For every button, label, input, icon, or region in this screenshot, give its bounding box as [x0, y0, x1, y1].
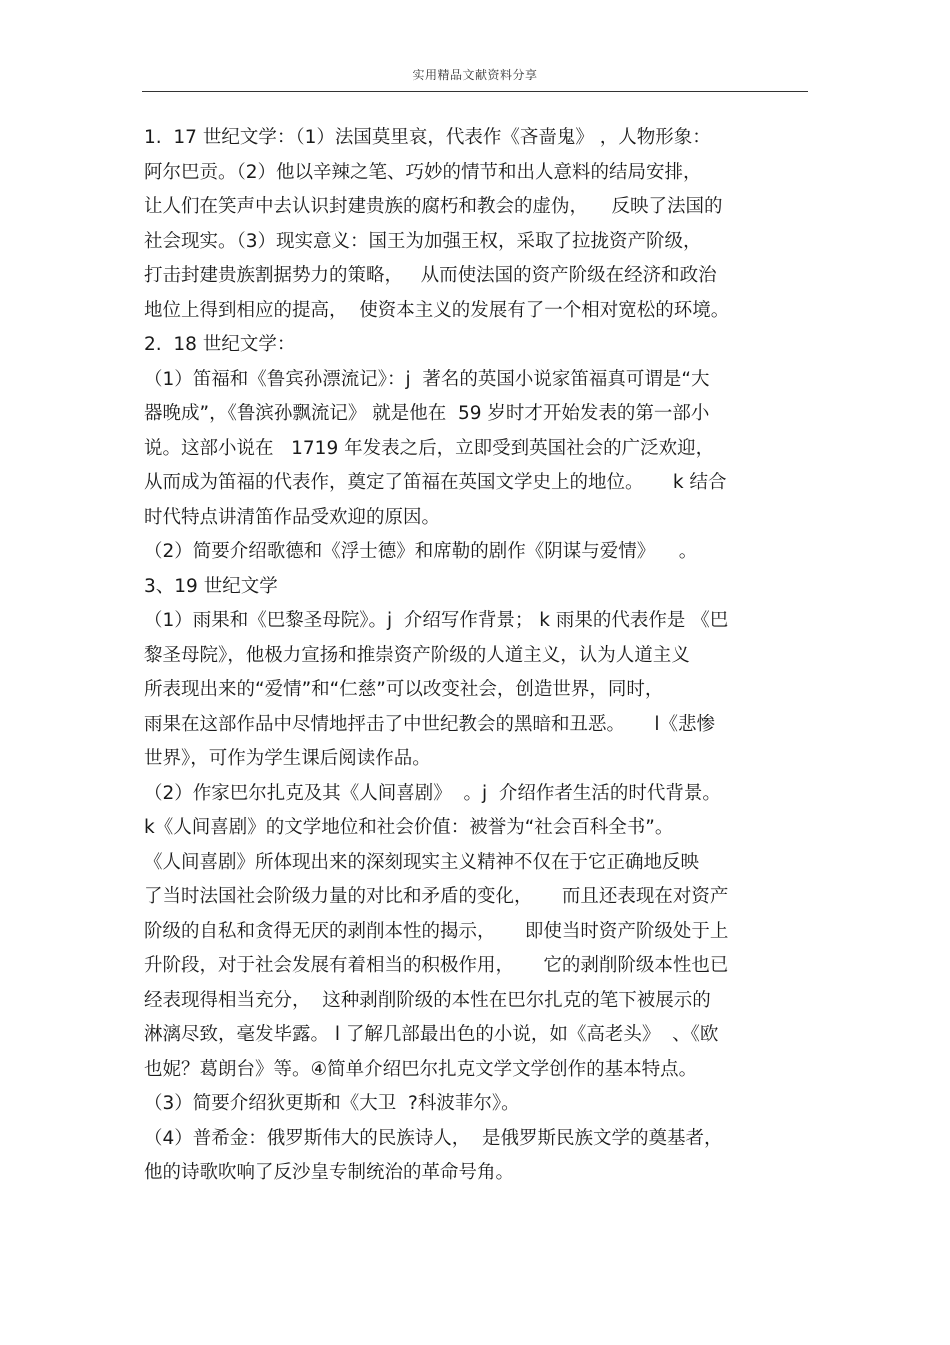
text-line-16: 黎圣母院》，他极力宣扬和推崇资产阶级的人道主义，认为人道主义	[144, 644, 690, 666]
text-line-21: k《人间喜剧》的文学地位和社会价值：被誉为“社会百科全书”。	[144, 817, 674, 838]
text-line-15: （1）雨果和《巴黎圣母院》。j 介绍写作背景； k 雨果的代表作是 《巴	[144, 610, 729, 631]
text-line-11: 从而成为笛福的代表作，奠定了笛福在英国文学史上的地位。 k 结合	[144, 472, 727, 493]
text-line-31: 他的诗歌吹响了反沙皇专制统治的革命号角。	[144, 1162, 515, 1183]
text-line-18: 雨果在这部作品中尽情地抨击了中世纪教会的黑暗和丑恶。 l《悲惨	[144, 713, 716, 735]
text-line-14: 3、19 世纪文学	[144, 575, 278, 597]
text-line-7: 2. 18 世纪文学：	[144, 334, 296, 355]
text-line-19: 世界》，可作为学生课后阅读作品。	[144, 748, 431, 769]
text-line-3: 让人们在笑声中去认识封建贵族的腐朽和教会的虚伪， 反映了法国的	[144, 196, 723, 217]
text-line-24: 阶级的自私和贪得无厌的剥削本性的揭示， 即使当时资产阶级处于上	[144, 920, 729, 942]
text-line-17: 所表现出来的“爱情”和“仁慈”可以改变社会，创造世界，同时，	[144, 679, 664, 700]
text-line-9: 器晚成”，《鲁滨孙飘流记》 就是他在 59 岁时才开始发表的第一部小	[144, 403, 710, 424]
text-line-20: （2）作家巴尔扎克及其《人间喜剧》 。j 介绍作者生活的时代背景。	[144, 782, 721, 804]
text-line-4: 社会现实。（3）现实意义：国王为加强王权，采取了拉拢资产阶级，	[144, 230, 702, 252]
text-line-13: （2）简要介绍歌德和《浮士德》和席勒的剧作《阴谋与爱情》 。	[144, 541, 698, 562]
text-line-8: （1）笛福和《鲁宾孙漂流记》：j 著名的英国小说家笛福真可谓是“大	[144, 368, 710, 390]
text-line-23: 了当时法国社会阶级力量的对比和矛盾的变化， 而且还表现在对资产	[144, 886, 729, 907]
text-line-28: 也妮？葛朗台》等。④简单介绍巴尔扎克文学文学创作的基本特点。	[144, 1058, 698, 1080]
text-line-30: （4）普希金：俄罗斯伟大的民族诗人， 是俄罗斯民族文学的奠基者，	[144, 1127, 723, 1149]
text-line-12: 时代特点讲清笛作品受欢迎的原因。	[144, 506, 441, 528]
text-line-6: 地位上得到相应的提高， 使资本主义的发展有了一个相对宽松的环境。	[144, 299, 730, 321]
text-line-1: 1. 17 世纪文学：（1）法国莫里哀，代表作《吝啬鬼》 ，人物形象：	[144, 127, 711, 148]
page-header	[142, 64, 808, 92]
text-line-27: 淋漓尽致，毫发毕露。 l 了解几部最出色的小说，如《高老头》 、《欧	[144, 1024, 719, 1045]
text-line-26: 经表现得相当充分， 这种剥削阶级的本性在巴尔扎克的笔下被展示的	[144, 989, 711, 1011]
text-line-2: 阿尔巴贡。（2）他以辛辣之笔、巧妙的情节和出人意料的结局安排，	[144, 161, 702, 183]
text-line-5: 打击封建贵族割据势力的策略， 从而使法国的资产阶级在经济和政治	[144, 265, 717, 286]
text-line-25: 升阶段，对于社会发展有着相当的积极作用， 它的剥削阶级本性也已	[144, 955, 729, 976]
text-line-10: 说。这部小说在 1719 年发表之后，立即受到英国社会的广泛欢迎，	[144, 437, 715, 459]
header-text: 实用精品文献资料分享	[412, 68, 538, 82]
text-line-29: （3）简要介绍狄更斯和《大卫 ?科波菲尔》。	[144, 1093, 520, 1114]
text-line-22: 《人间喜剧》所体现出来的深刻现实主义精神不仅在于它正确地反映	[144, 851, 700, 873]
document-body	[144, 121, 814, 1191]
